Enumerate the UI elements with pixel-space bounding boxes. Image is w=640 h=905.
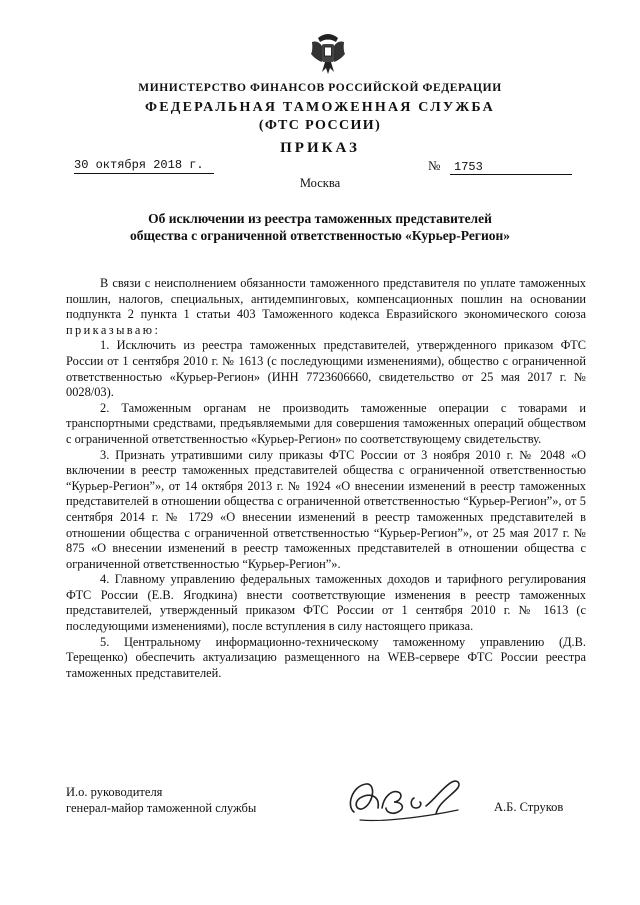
order-item-3: 3. Признать утратившими силу приказы ФТС России от 3 ноября 2010 г. № 2048 «О включении в реестр таможенных представителей общества с ограниченной ответственностью “Курьер-Регион”», от 14 октября 2013 г. № 1924 «О внесении изменений в реестр таможенных представителей в отношении общества с ограниченной ответственностью “Курьер-Регион”», от 5 сентября 2014 г. № 1729 «О внесении изменений в реестр таможенных представителей в отношении общества с ограниченной ответственностью “Курьер-Регион”», от 25 мая 2017 г. № 875 «О внесении изменений в реестр таможенных представителей в отношении общества с ограниченной ответственностью “Курьер-Регион”». (66, 447, 586, 571)
order-number: 1753 (450, 160, 572, 175)
order-word: приказываю: (66, 322, 161, 337)
handwritten-signature (340, 768, 490, 828)
signatory-role-line2: генерал-майор таможенной службы (66, 801, 257, 815)
service-short-name: (ФТС РОССИИ) (258, 118, 382, 133)
order-title (80, 210, 560, 244)
order-title-line2: общества с ограниченной ответственностью «Курьер-Регион» (129, 228, 510, 243)
order-number-block (428, 158, 588, 175)
number-sign: № (428, 158, 441, 173)
order-item-1: 1. Исключить из реестра таможенных представителей, утвержденного приказом ФТС России от 1 сентября 2010 г. № 1613 (с последующими изменениями), общество с ограниченной ответственностью «Курьер-Регион» (ИНН 7723606660, свидетельство от 25 мая 2017 г. № 0028/03). (66, 338, 586, 400)
order-item-4: 4. Главному управлению федеральных таможенных доходов и тарифного регулирования ФТС России (Е.В. Ягодкина) внести соответствующие изменения в реестр таможенных представителей, утвержденный приказом ФТС России от 1 сентября 2010 г. № 1613 (с последующими изменениями), после вступления в силу настоящего приказа. (66, 572, 586, 634)
preamble-paragraph (66, 276, 586, 338)
order-item-5: 5. Центральному информационно-техническому таможенному управлению (Д.В. Терещенко) обеспечить актуализацию размещенного на WEB-сервере ФТС России реестра таможенных представителей. (66, 634, 586, 680)
state-emblem-icon (308, 28, 348, 78)
signatory-name: А.Б. Струков (494, 800, 564, 814)
signatory-role-line1: И.о. руководителя (66, 785, 163, 799)
order-body (66, 276, 586, 681)
ministry-name: МИНИСТЕРСТВО ФИНАНСОВ РОССИЙСКОЙ ФЕДЕРАЦИИ (138, 82, 502, 94)
service-name: ФЕДЕРАЛЬНАЯ ТАМОЖЕННАЯ СЛУЖБА (145, 100, 495, 115)
signatory-role (66, 784, 256, 816)
preamble-text: В связи с неисполнением обязанности таможенного представителя по уплате таможенных пошлин, налогов, специальных, антидемпинговых, компенсационных пошлин на основании подпункта 2 пункта 1 статьи 403 Таможенного кодекса Евразийского экономического союза (66, 276, 586, 322)
document-type: ПРИКАЗ (280, 140, 360, 156)
order-title-line1: Об исключении из реестра таможенных представителей (148, 211, 492, 226)
order-date: 30 октября 2018 г. (74, 158, 214, 174)
city: Москва (299, 176, 341, 190)
order-item-2: 2. Таможенным органам не производить таможенные операции с товарами и транспортными средствами, предъявляемыми для совершения таможенных операций обществом с ограниченной ответственностью «Курьер-Регион» по соответствующему свидетельству. (66, 400, 586, 446)
